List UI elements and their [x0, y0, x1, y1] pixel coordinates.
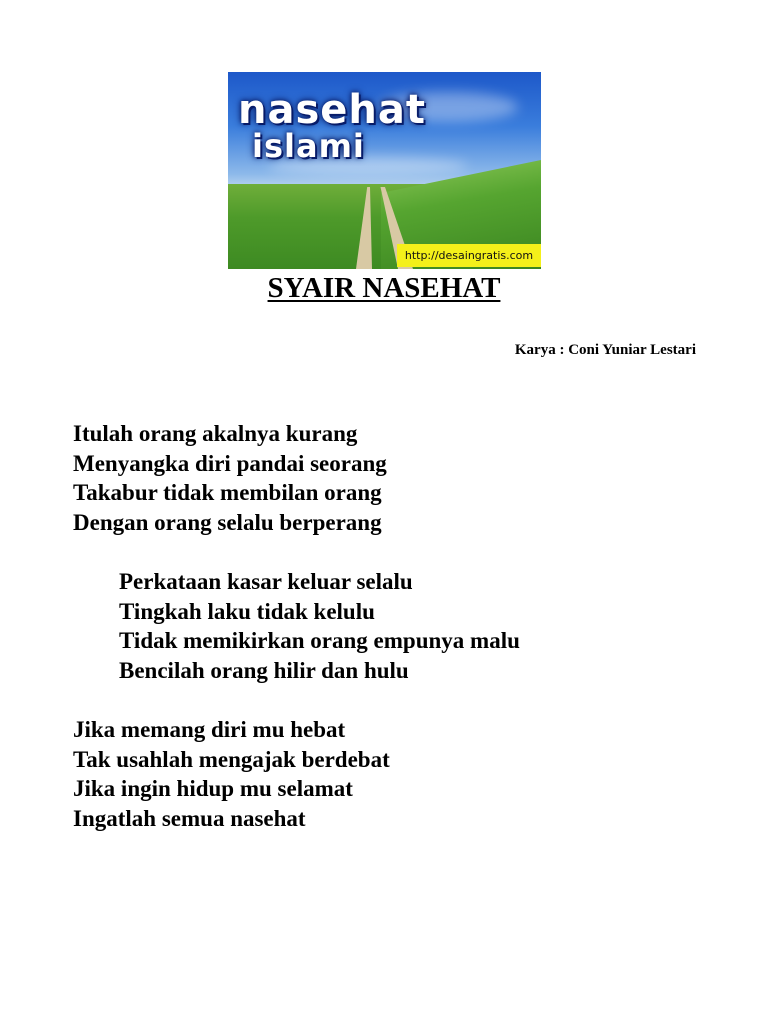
logo-line-1: nasehat: [238, 87, 426, 133]
logo-line-2: islami: [252, 127, 365, 165]
banner-url-label: http://desaingratis.com: [397, 244, 541, 267]
poem-line: Dengan orang selalu berperang: [73, 509, 382, 535]
poem-line: Tingkah laku tidak kelulu: [119, 598, 375, 624]
poem-line: Ingatlah semua nasehat: [73, 805, 306, 831]
poem-line: Itulah orang akalnya kurang: [73, 421, 358, 446]
stanza-2: [119, 567, 520, 685]
title-text: SYAIR NASEHAT: [267, 272, 501, 304]
poem-line: Menyangka diri pandai seorang: [73, 450, 387, 476]
poem-line: Jika memang diri mu hebat: [73, 717, 346, 742]
poem-line: Takabur tidak membilan orang: [73, 480, 382, 505]
poem-line: Perkataan kasar keluar selalu: [119, 569, 413, 594]
stanza-1: [73, 419, 387, 537]
poem-line: Bencilah orang hilir dan hulu: [119, 657, 409, 683]
stanza-3: [73, 715, 390, 833]
poem-line: Jika ingin hidup mu selamat: [73, 776, 353, 801]
banner-image: [228, 72, 541, 269]
poem-line: Tak usahlah mengajak berdebat: [73, 746, 390, 772]
poem-line: Tidak memikirkan orang empunya malu: [119, 628, 520, 653]
document-title: [0, 272, 768, 305]
banner-logo: [238, 87, 426, 165]
author-credit: Karya : Coni Yuniar Lestari: [514, 342, 696, 358]
